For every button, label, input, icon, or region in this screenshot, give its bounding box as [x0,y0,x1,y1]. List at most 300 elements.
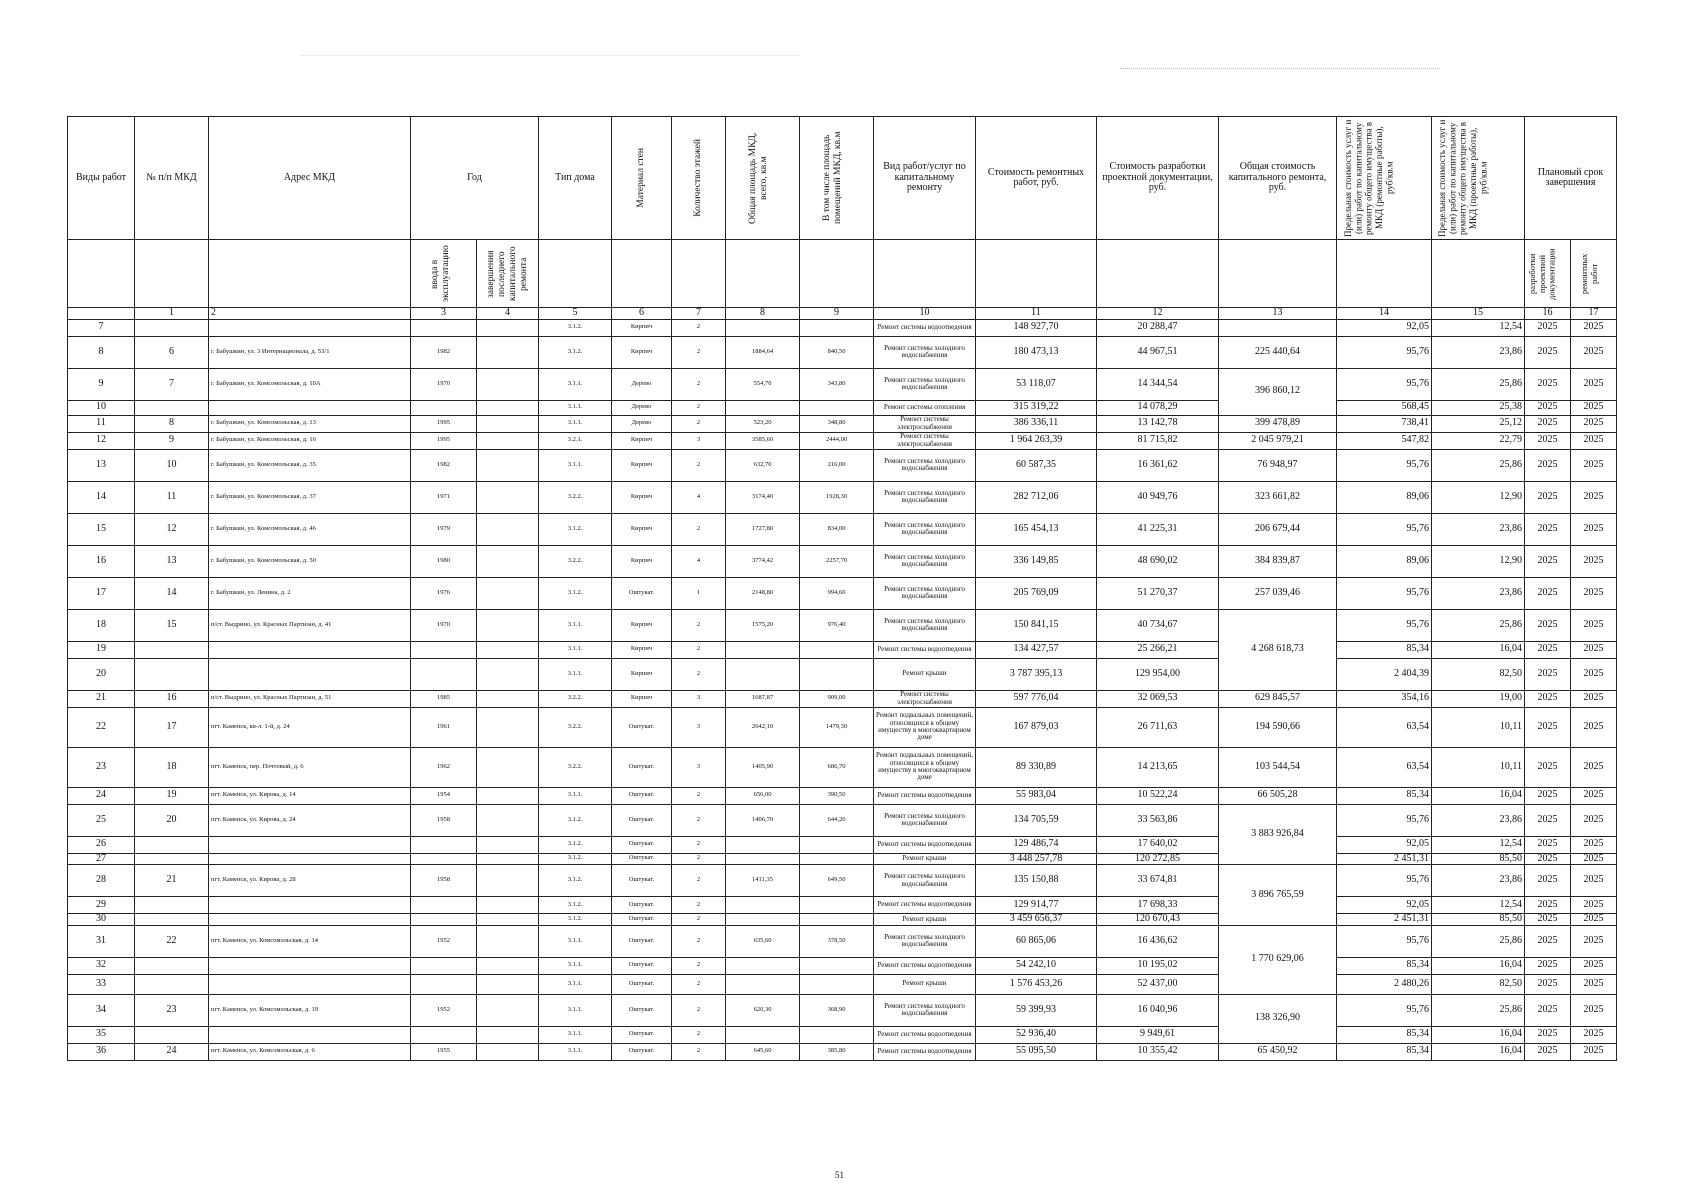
table-row [68,400,1617,415]
row-number: 30 [68,914,135,926]
premises-area [800,974,874,994]
limit-design: 85,50 [1432,914,1525,926]
floors: 3 [672,432,726,449]
house-type: 3.2.2. [539,747,612,787]
mkd-number: 24 [135,1043,209,1060]
header-vid-rabot: Виды работ [68,117,135,240]
deadline-design: 2025 [1525,513,1571,545]
limit-repair: 95,76 [1337,449,1432,481]
work-type: Ремонт системы водоотведения [874,1026,976,1043]
premises-area: 368,90 [800,994,874,1026]
year-built: 1970 [411,368,477,400]
deadline-repair: 2025 [1571,609,1617,641]
mkd-number: 14 [135,577,209,609]
design-cost: 16 040,96 [1097,994,1219,1026]
year-built: 1952 [411,925,477,957]
deadline-design: 2025 [1525,400,1571,415]
house-type: 3.1.1. [539,1026,612,1043]
deadline-repair: 2025 [1571,513,1617,545]
work-type: Ремонт системы водоотведения [874,836,976,853]
header-god-remonta: завершения последнего капитального ремонта [477,240,539,308]
mkd-number: 22 [135,925,209,957]
house-type: 3.1.1. [539,609,612,641]
deadline-design: 2025 [1525,804,1571,836]
repair-cost: 1 964 263,39 [976,432,1097,449]
design-cost: 120 272,85 [1097,853,1219,865]
year-repaired [477,1026,539,1043]
address: пгт. Каменск, ул. Кирова, д. 24 [209,804,411,836]
deadline-design: 2025 [1525,658,1571,690]
year-repaired [477,914,539,926]
work-type: Ремонт системы холодного водоснабжения [874,336,976,368]
year-built: 1958 [411,804,477,836]
floors: 2 [672,415,726,432]
floors: 2 [672,974,726,994]
address: г. Бабушкин, ул. 3 Интернационала, д. 53/1 [209,336,411,368]
total-area [726,658,800,690]
address [209,897,411,914]
repair-cost: 134 705,59 [976,804,1097,836]
design-cost: 48 690,02 [1097,545,1219,577]
total-cost: 399 478,89 [1219,415,1337,432]
repair-cost: 3 459 656,37 [976,914,1097,926]
total-area: 3774,42 [726,545,800,577]
house-type: 3.1.2. [539,804,612,836]
work-type: Ремонт крыши [874,853,976,865]
house-type: 3.1.1. [539,957,612,974]
mkd-number: 15 [135,609,209,641]
work-type: Ремонт системы водоотведения [874,641,976,658]
deadline-repair: 2025 [1571,658,1617,690]
table-row [68,432,1617,449]
year-built: 1971 [411,481,477,513]
wall-material: Оштукат. [612,707,672,747]
limit-repair: 738,41 [1337,415,1432,432]
repair-cost: 54 242,10 [976,957,1097,974]
year-repaired [477,747,539,787]
work-type: Ремонт системы холодного водоснабжения [874,804,976,836]
header-adres: Адрес МКД [209,117,411,240]
year-repaired [477,853,539,865]
house-type: 3.1.1. [539,658,612,690]
row-number: 22 [68,707,135,747]
total-area [726,400,800,415]
limit-design: 22,79 [1432,432,1525,449]
floors: 2 [672,609,726,641]
header-god-vvoda: ввода в эксплуатацию [411,240,477,308]
deadline-design: 2025 [1525,853,1571,865]
total-cost: 138 326,90 [1219,994,1337,1043]
table-row [68,957,1617,974]
premises-area: 385,80 [800,1043,874,1060]
total-cost: 225 440,64 [1219,336,1337,368]
year-repaired [477,836,539,853]
design-cost: 16 361,62 [1097,449,1219,481]
address [209,836,411,853]
address: г. Бабушкин, ул. Комсомольская, д. 37 [209,481,411,513]
deadline-repair: 2025 [1571,415,1617,432]
table-row [68,415,1617,432]
limit-design: 25,86 [1432,449,1525,481]
limit-design: 12,54 [1432,897,1525,914]
total-cost: 3 896 765,59 [1219,865,1337,926]
limit-repair: 63,54 [1337,707,1432,747]
work-type: Ремонт системы холодного водоснабжения [874,481,976,513]
year-built: 1961 [411,707,477,747]
limit-design: 16,04 [1432,641,1525,658]
mkd-number [135,914,209,926]
repair-cost: 60 865,06 [976,925,1097,957]
row-number: 24 [68,787,135,804]
work-type: Ремонт системы электроснабжения [874,415,976,432]
row-number: 9 [68,368,135,400]
year-built: 1970 [411,609,477,641]
limit-design: 12,90 [1432,545,1525,577]
header-god: Год [411,117,539,240]
floors: 2 [672,319,726,336]
deadline-design: 2025 [1525,974,1571,994]
deadline-design: 2025 [1525,545,1571,577]
deadline-design: 2025 [1525,994,1571,1026]
limit-repair: 92,05 [1337,319,1432,336]
address: г. Бабушкин, ул. Ленина, д. 2 [209,577,411,609]
header-ploshchad-pom: В том числе площадь помещений МКД, кв.м [800,117,874,240]
limit-design: 23,86 [1432,513,1525,545]
repair-cost: 89 330,89 [976,747,1097,787]
premises-area: 1928,30 [800,481,874,513]
total-cost: 629 845,57 [1219,690,1337,707]
work-type: Ремонт системы холодного водоснабжения [874,609,976,641]
deadline-repair: 2025 [1571,481,1617,513]
table-row [68,368,1617,400]
mkd-number: 12 [135,513,209,545]
limit-design: 25,38 [1432,400,1525,415]
table-row [68,1026,1617,1043]
row-number: 29 [68,897,135,914]
address: г. Бабушкин, ул. Комсомольская, д. 46 [209,513,411,545]
wall-material: Оштукат. [612,957,672,974]
wall-material: Кирпич [612,609,672,641]
work-type: Ремонт системы холодного водоснабжения [874,449,976,481]
floors: 2 [672,925,726,957]
table-row [68,513,1617,545]
wall-material: Кирпич [612,513,672,545]
mkd-number [135,400,209,415]
design-cost: 81 715,82 [1097,432,1219,449]
total-cost: 66 505,28 [1219,787,1337,804]
year-built: 1962 [411,747,477,787]
total-cost: 65 450,92 [1219,1043,1337,1060]
limit-repair: 85,34 [1337,641,1432,658]
header-obshchaya: Общая стоимость капитального ремонта, руб. [1219,117,1337,240]
deadline-repair: 2025 [1571,319,1617,336]
limit-repair: 95,76 [1337,865,1432,897]
house-type: 3.1.2. [539,336,612,368]
limit-repair: 85,34 [1337,957,1432,974]
deadline-repair: 2025 [1571,853,1617,865]
total-area [726,641,800,658]
deadline-repair: 2025 [1571,707,1617,747]
work-type: Ремонт системы холодного водоснабжения [874,994,976,1026]
premises-area: 686,70 [800,747,874,787]
row-number: 31 [68,925,135,957]
house-type: 3.1.2. [539,914,612,926]
year-built [411,897,477,914]
year-built: 1958 [411,865,477,897]
mkd-number: 13 [135,545,209,577]
table-row [68,1043,1617,1060]
design-cost: 33 674,81 [1097,865,1219,897]
mkd-number: 10 [135,449,209,481]
year-repaired [477,658,539,690]
house-type: 3.1.2. [539,319,612,336]
wall-material: Оштукат. [612,974,672,994]
repair-cost: 148 927,70 [976,319,1097,336]
year-built [411,914,477,926]
wall-material: Дерево [612,415,672,432]
premises-area [800,319,874,336]
premises-area [800,641,874,658]
floors: 2 [672,400,726,415]
premises-area: 840,50 [800,336,874,368]
total-cost: 206 679,44 [1219,513,1337,545]
design-cost: 10 355,42 [1097,1043,1219,1060]
premises-area: 2257,70 [800,545,874,577]
design-cost: 26 711,63 [1097,707,1219,747]
house-type: 3.2.1. [539,432,612,449]
row-number: 11 [68,415,135,432]
header-srok-rem: ремонтных работ [1571,240,1617,308]
premises-area: 909,00 [800,690,874,707]
total-cost: 384 839,87 [1219,545,1337,577]
mkd-number [135,319,209,336]
premises-area: 348,80 [800,415,874,432]
year-built: 1952 [411,994,477,1026]
row-number: 32 [68,957,135,974]
repair-cost: 52 936,40 [976,1026,1097,1043]
year-repaired [477,432,539,449]
limit-design: 16,04 [1432,957,1525,974]
total-area: 554,70 [726,368,800,400]
design-cost: 32 069,53 [1097,690,1219,707]
wall-material: Оштукат. [612,787,672,804]
row-number: 20 [68,658,135,690]
deadline-repair: 2025 [1571,545,1617,577]
deadline-design: 2025 [1525,897,1571,914]
address: пгт. Каменск, ул. Комсомольская, д. 14 [209,925,411,957]
year-built: 1982 [411,336,477,368]
repair-cost: 205 769,09 [976,577,1097,609]
house-type: 3.2.2. [539,707,612,747]
row-number: 18 [68,609,135,641]
wall-material: Кирпич [612,658,672,690]
house-type: 3.1.1. [539,449,612,481]
design-cost: 10 522,24 [1097,787,1219,804]
repair-cost: 53 118,07 [976,368,1097,400]
table-row [68,787,1617,804]
total-area: 645,60 [726,1043,800,1060]
house-type: 3.1.1. [539,925,612,957]
design-cost: 129 954,00 [1097,658,1219,690]
house-type: 3.1.1. [539,974,612,994]
total-area: 1884,64 [726,336,800,368]
house-type: 3.2.2. [539,481,612,513]
wall-material: Оштукат. [612,925,672,957]
work-type: Ремонт системы водоотведения [874,897,976,914]
limit-design: 12,90 [1432,481,1525,513]
house-type: 3.1.2. [539,897,612,914]
floors: 2 [672,957,726,974]
year-repaired [477,449,539,481]
repair-cost: 167 879,03 [976,707,1097,747]
year-repaired [477,925,539,957]
limit-design: 85,50 [1432,853,1525,865]
table-row [68,690,1617,707]
limit-repair: 95,76 [1337,609,1432,641]
total-area [726,1026,800,1043]
year-repaired [477,994,539,1026]
design-cost: 14 213,65 [1097,747,1219,787]
mkd-number [135,641,209,658]
deadline-repair: 2025 [1571,641,1617,658]
total-area: 2642,10 [726,707,800,747]
year-built [411,658,477,690]
floors: 3 [672,707,726,747]
mkd-number: 11 [135,481,209,513]
floors: 2 [672,513,726,545]
work-type: Ремонт системы холодного водоснабжения [874,368,976,400]
premises-area [800,658,874,690]
house-type: 3.1.2. [539,513,612,545]
total-area: 1405,90 [726,747,800,787]
capital-repair-table [67,116,1617,1061]
house-type: 3.1.2. [539,853,612,865]
wall-material: Оштукат. [612,804,672,836]
deadline-repair: 2025 [1571,690,1617,707]
year-built [411,400,477,415]
limit-repair: 89,06 [1337,545,1432,577]
wall-material: Кирпич [612,449,672,481]
year-built [411,319,477,336]
deadline-repair: 2025 [1571,400,1617,415]
header-material: Материал стен [612,117,672,240]
deadline-design: 2025 [1525,319,1571,336]
total-cost: 396 860,12 [1219,368,1337,415]
repair-cost: 336 149,85 [976,545,1097,577]
deadline-design: 2025 [1525,1043,1571,1060]
deadline-repair: 2025 [1571,804,1617,836]
repair-cost: 129 914,77 [976,897,1097,914]
address: г. Бабушкин, ул. Комсомольская, д. 13 [209,415,411,432]
deadline-design: 2025 [1525,707,1571,747]
row-number: 7 [68,319,135,336]
design-cost: 20 288,47 [1097,319,1219,336]
limit-design: 23,86 [1432,577,1525,609]
premises-area: 644,20 [800,804,874,836]
work-type: Ремонт крыши [874,974,976,994]
header-pred-rem: Предельная стоимость услуг и (или) работ по капитальному ремонту общего имущества в МКД (ремонтные работы), руб/кв.м [1337,117,1432,240]
design-cost: 10 195,02 [1097,957,1219,974]
work-type: Ремонт системы электроснабжения [874,432,976,449]
limit-design: 16,04 [1432,787,1525,804]
floors: 4 [672,481,726,513]
mkd-number: 8 [135,415,209,432]
table-row [68,853,1617,865]
address: г. Бабушкин, ул. Комсомольская, д. 10А [209,368,411,400]
row-number: 33 [68,974,135,994]
table-row [68,641,1617,658]
premises-area: 649,50 [800,865,874,897]
deadline-design: 2025 [1525,865,1571,897]
deadline-design: 2025 [1525,787,1571,804]
wall-material: Оштукат. [612,1043,672,1060]
deadline-repair: 2025 [1571,577,1617,609]
total-area: 1575,20 [726,609,800,641]
address [209,400,411,415]
table-row [68,836,1617,853]
row-number: 27 [68,853,135,865]
address: пгт. Каменск, ул. Комсомольская, д. 6 [209,1043,411,1060]
deadline-design: 2025 [1525,925,1571,957]
row-number: 10 [68,400,135,415]
floors: 2 [672,336,726,368]
total-cost: 194 590,66 [1219,707,1337,747]
mkd-number: 20 [135,804,209,836]
floors: 4 [672,545,726,577]
limit-repair: 95,76 [1337,368,1432,400]
limit-design: 25,12 [1432,415,1525,432]
total-cost: 257 039,46 [1219,577,1337,609]
repair-cost: 386 336,11 [976,415,1097,432]
floors: 2 [672,836,726,853]
limit-design: 16,04 [1432,1026,1525,1043]
wall-material: Оштукат. [612,836,672,853]
mkd-number: 23 [135,994,209,1026]
deadline-design: 2025 [1525,336,1571,368]
mkd-number [135,1026,209,1043]
address: пгт. Каменск, ул. Кирова, д. 28 [209,865,411,897]
limit-repair: 547,82 [1337,432,1432,449]
design-cost: 40 734,67 [1097,609,1219,641]
mkd-number: 7 [135,368,209,400]
wall-material: Оштукат. [612,994,672,1026]
deadline-repair: 2025 [1571,836,1617,853]
year-built: 1955 [411,1043,477,1060]
deadline-repair: 2025 [1571,1026,1617,1043]
floors: 2 [672,994,726,1026]
premises-area: 378,50 [800,925,874,957]
work-type: Ремонт системы водоотведения [874,1043,976,1060]
repair-cost: 597 776,04 [976,690,1097,707]
year-repaired [477,641,539,658]
deadline-repair: 2025 [1571,432,1617,449]
table-row [68,747,1617,787]
house-type: 3.1.1. [539,400,612,415]
limit-design: 82,50 [1432,974,1525,994]
header-nomer-mkd: № п/п МКД [135,117,209,240]
repair-cost: 134 427,57 [976,641,1097,658]
header-srok-proekt: разработки проектной документации [1525,240,1571,308]
year-built: 1985 [411,690,477,707]
floors: 2 [672,853,726,865]
wall-material: Кирпич [612,545,672,577]
total-cost: 1 770 629,06 [1219,925,1337,994]
wall-material: Оштукат. [612,897,672,914]
address [209,1026,411,1043]
header-vid-uslug: Вид работ/услуг по капитальному ремонту [874,117,976,240]
total-cost [1219,319,1337,336]
address: п/ст. Выдрино, ул. Красных Партизан, д. 41 [209,609,411,641]
